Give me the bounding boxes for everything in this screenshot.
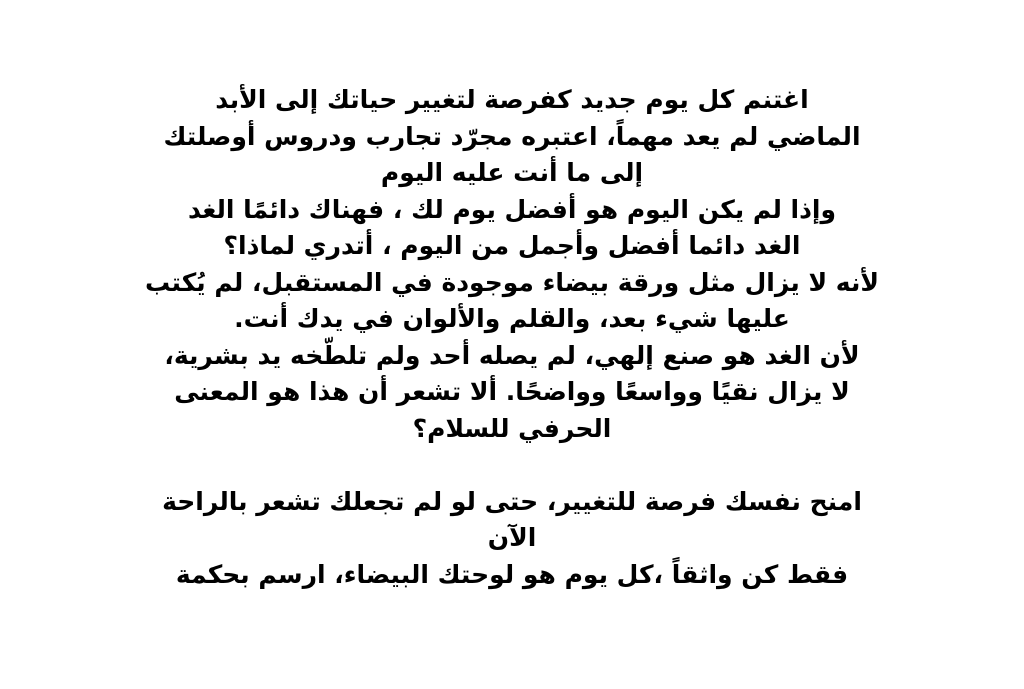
text-line: فقط كن واثقاً ،كل يوم هو لوحتك البيضاء، ارسم بحكمة [175,559,849,589]
text-line: الماضي لم يعد مهماً، اعتبره مجرّد تجارب ودروس أوصلتك [163,121,861,151]
text-line: لأن الغد هو صنع إلهي، لم يصله أحد ولم تلطّخه يد بشرية، [164,340,860,370]
text-line: امنح نفسك فرصة للتغيير، حتى لو لم تجعلك تشعر بالراحة [162,486,862,516]
text-line: الآن [487,523,537,552]
text-line: إلى ما أنت عليه اليوم [380,158,644,187]
paragraph-spacer [0,447,1024,484]
text-line: وإذا لم يكن اليوم هو أفضل يوم لك ، فهناك دائمًا الغد [187,194,837,224]
text-line: عليها شيء بعد، والقلم والألوان في يدك أنت. [234,304,790,333]
text-line: لأنه لا يزال مثل ورقة بيضاء موجودة في المستقبل، لم يُكتب [145,267,879,297]
text-line: لا يزال نقيًا وواسعًا وواضحًا. ألا تشعر أن هذا هو المعنى [174,377,850,406]
text-line: اغتنم كل يوم جديد كفرصة لتغيير حياتك إلى الأبد [215,85,809,114]
document-body [0,82,1024,593]
text-line: الغد دائما أفضل وأجمل من اليوم ، أتدري لماذا؟ [223,231,801,260]
text-line: الحرفي للسلام؟ [412,413,612,443]
